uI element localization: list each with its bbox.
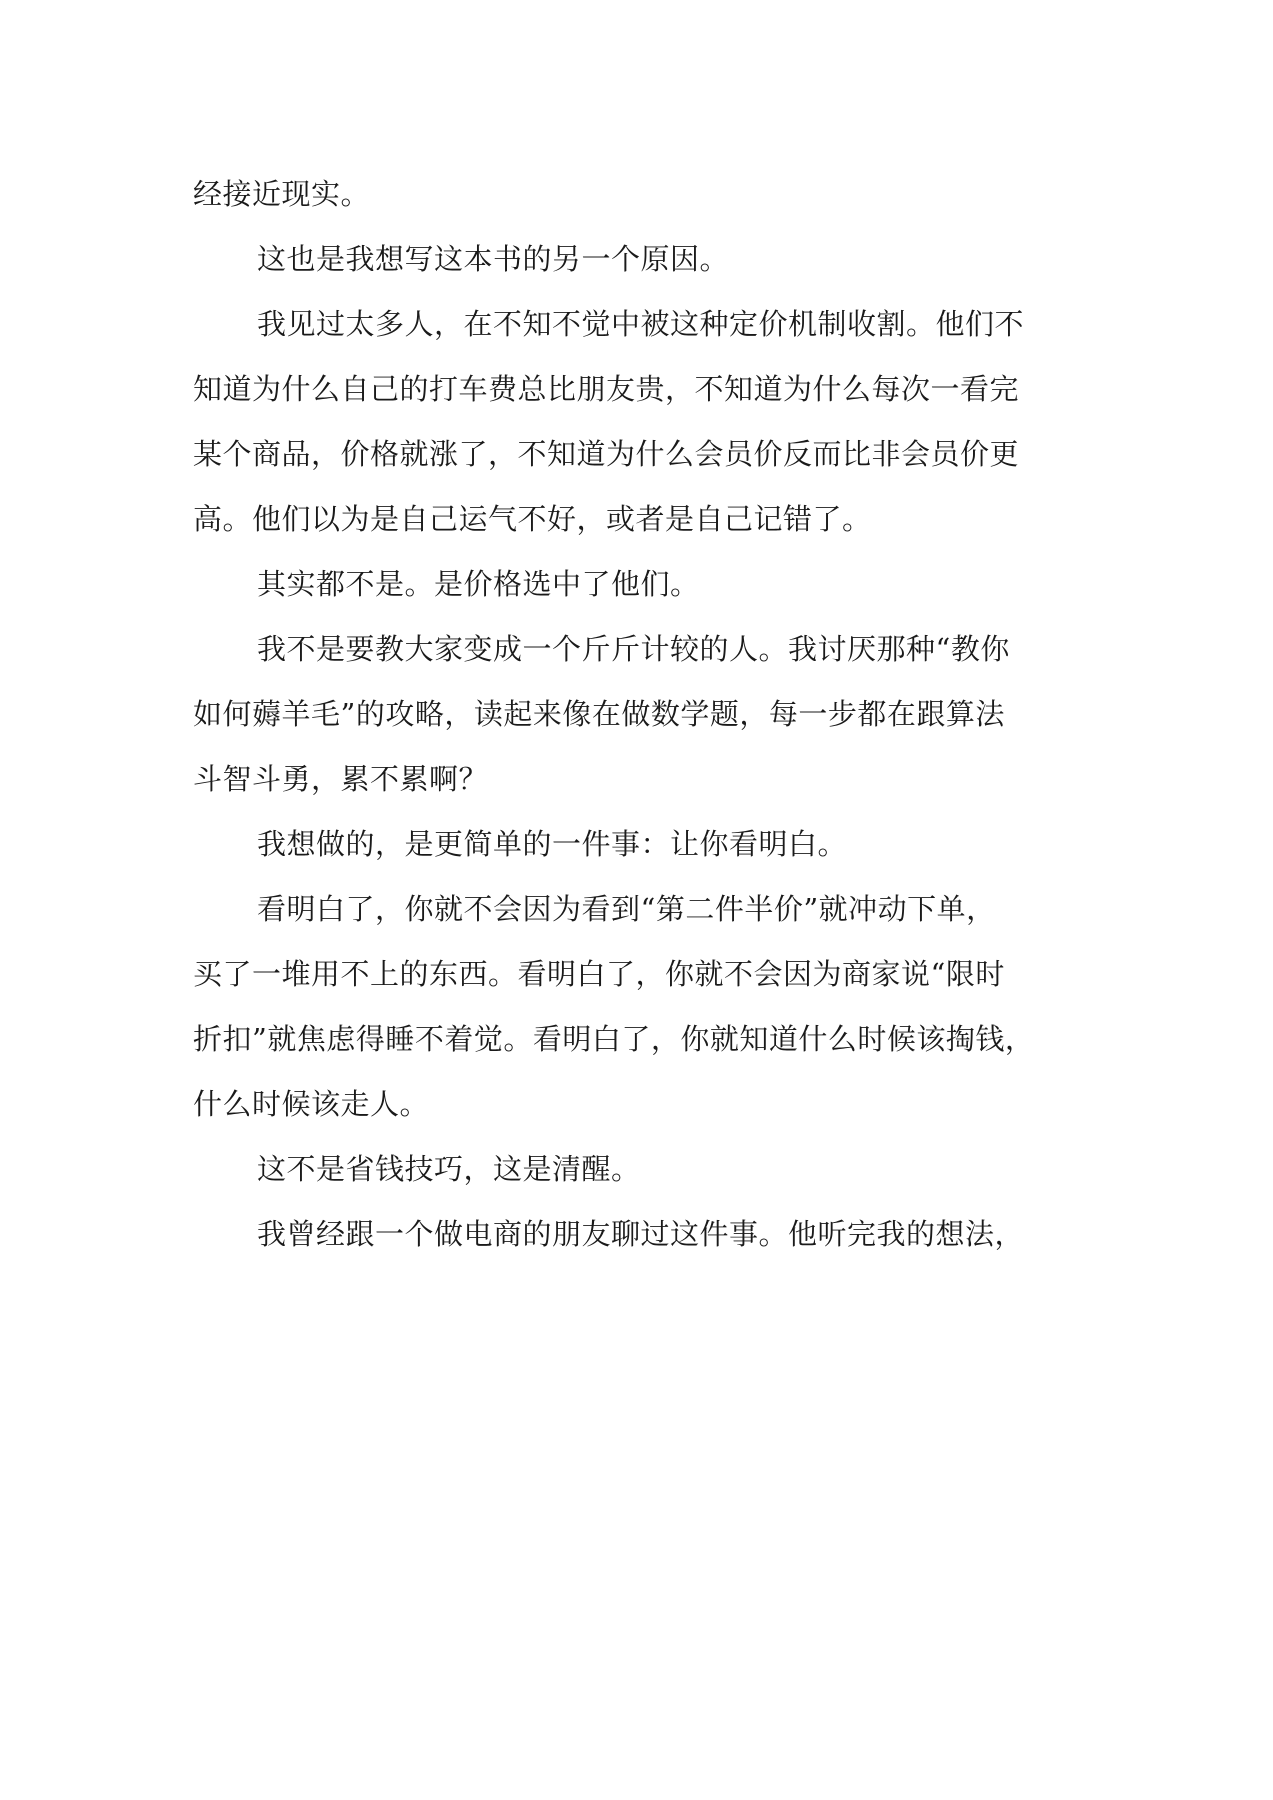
text-line: 这不是省钱技巧，这是清醒。	[257, 1152, 641, 1186]
text-line: 高。他们以为是自己运气不好，或者是自己记错了。	[193, 502, 872, 536]
text-line: 如何薅羊毛”的攻略，读起来像在做数学题，每一步都在跟算法	[193, 697, 1005, 731]
text-line: 我见过太多人，在不知不觉中被这种定价机制收割。他们不	[257, 307, 1025, 341]
text-line: 这也是我想写这本书的另一个原因。	[257, 242, 730, 276]
text-line: 斗智斗勇，累不累啊？	[193, 762, 489, 796]
text-line: 知道为什么自己的打车费总比朋友贵，不知道为什么每次一看完	[193, 372, 1020, 406]
text-line: 买了一堆用不上的东西。看明白了，你就不会因为商家说“限时	[193, 957, 1005, 991]
text-line: 我曾经跟一个做电商的朋友聊过这件事。他听完我的想法，	[257, 1217, 1025, 1251]
text-line: 什么时候该走人。	[193, 1087, 430, 1121]
text-line: 看明白了，你就不会因为看到“第二件半价”就冲动下单，	[257, 892, 996, 926]
text-line: 某个商品，价格就涨了，不知道为什么会员价反而比非会员价更	[193, 437, 1020, 471]
text-line: 我不是要教大家变成一个斤斤计较的人。我讨厌那种“教你	[257, 632, 1010, 666]
text-line: 经接近现实。	[193, 177, 371, 211]
text-line: 其实都不是。是价格选中了他们。	[257, 567, 700, 601]
text-line: 我想做的，是更简单的一件事：让你看明白。	[257, 827, 848, 861]
text-line: 折扣”就焦虑得睡不着觉。看明白了，你就知道什么时候该掏钱，	[193, 1022, 1035, 1056]
body-text	[193, 162, 1083, 1267]
